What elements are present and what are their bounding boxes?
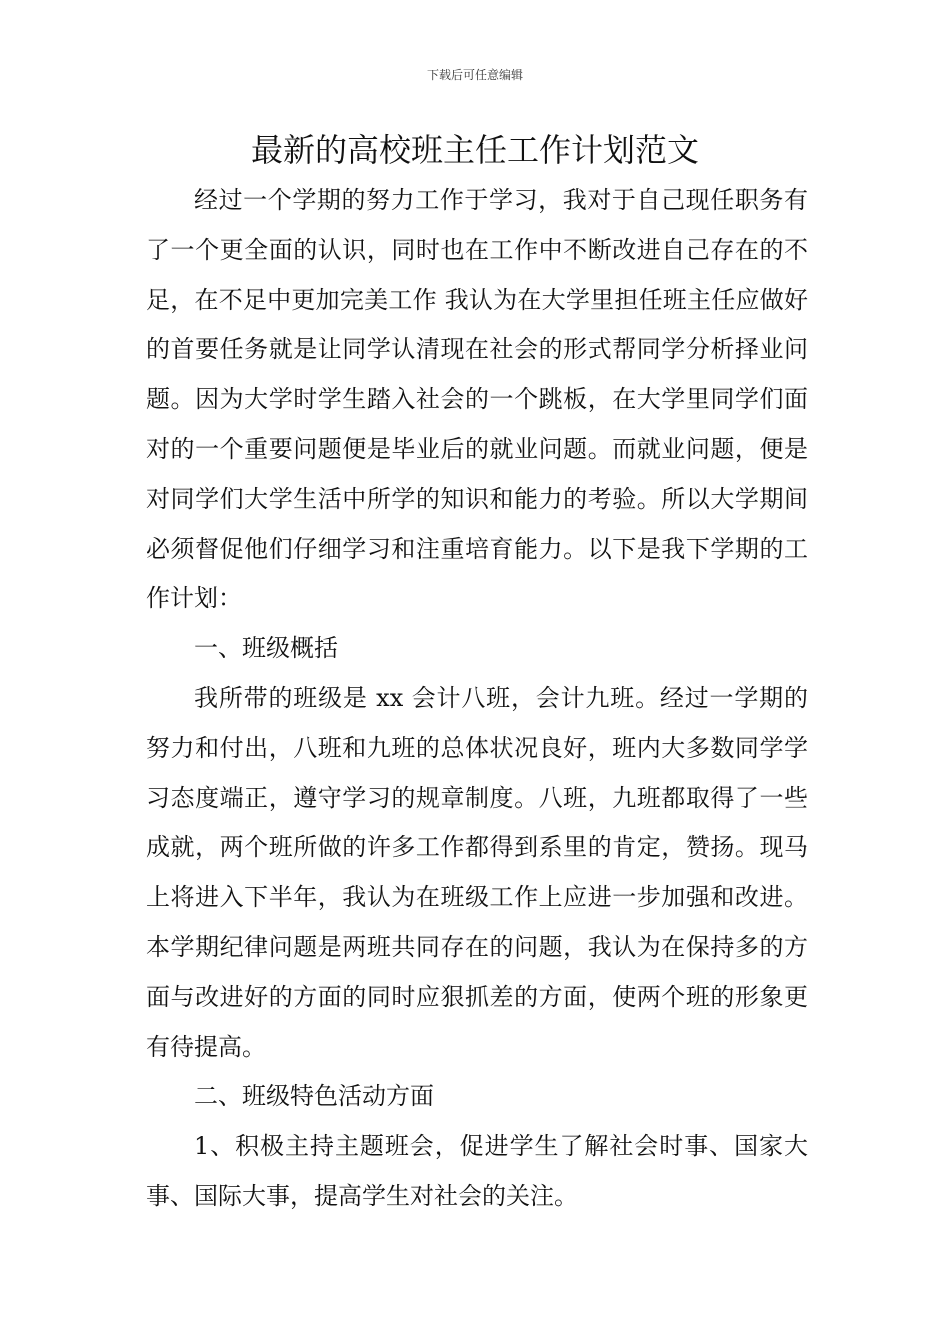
intro-paragraph: 经过一个学期的努力工作于学习，我对于自己现任职务有了一个更全面的认识，同时也在工作中不断改进自己存在的不足，在不足中更加完美工作 我认为在大学里担任班主任应做好的首要任务就是让同学认清现在社会的形式帮同学分析择业问题。因为大学时学生踏入社会的一个跳板，在大学里同学们面对的一个重要问题便是毕业后的就业问题。而就业问题，便是对同学们大学生活中所学的知识和能力的考验。所以大学期间必须督促他们仔细学习和注重培育能力。以下是我下学期的工作计划：	[146, 186, 808, 613]
section-heading-class-activities: 二、班级特色活动方面	[194, 1082, 434, 1111]
page-header-note: 下载后可任意编辑	[426, 68, 523, 82]
class-overview-paragraph: 我所带的班级是 xx 会计八班，会计九班。经过一学期的努力和付出，八班和九班的总体状况良好，班内大多数同学学习态度端正，遵守学习的规章制度。八班，九班都取得了一些成就，两个班所做的许多工作都得到系里的肯定，赞扬。现马上将进入下半年，我认为在班级工作上应进一步加强和改进。本学期纪律问题是两班共同存在的问题，我认为在保持多的方面与改进好的方面的同时应狠抓差的方面，使两个班的形象更有待提高。	[146, 683, 808, 1061]
document-title: 最新的高校班主任工作计划范文	[250, 131, 699, 169]
document-body	[146, 176, 808, 1222]
activity-item-1: 1、积极主持主题班会，促进学生了解社会时事、国家大事、国际大事，提高学生对社会的关注。	[146, 1132, 808, 1210]
section-heading-class-overview: 一、班级概括	[194, 634, 338, 663]
